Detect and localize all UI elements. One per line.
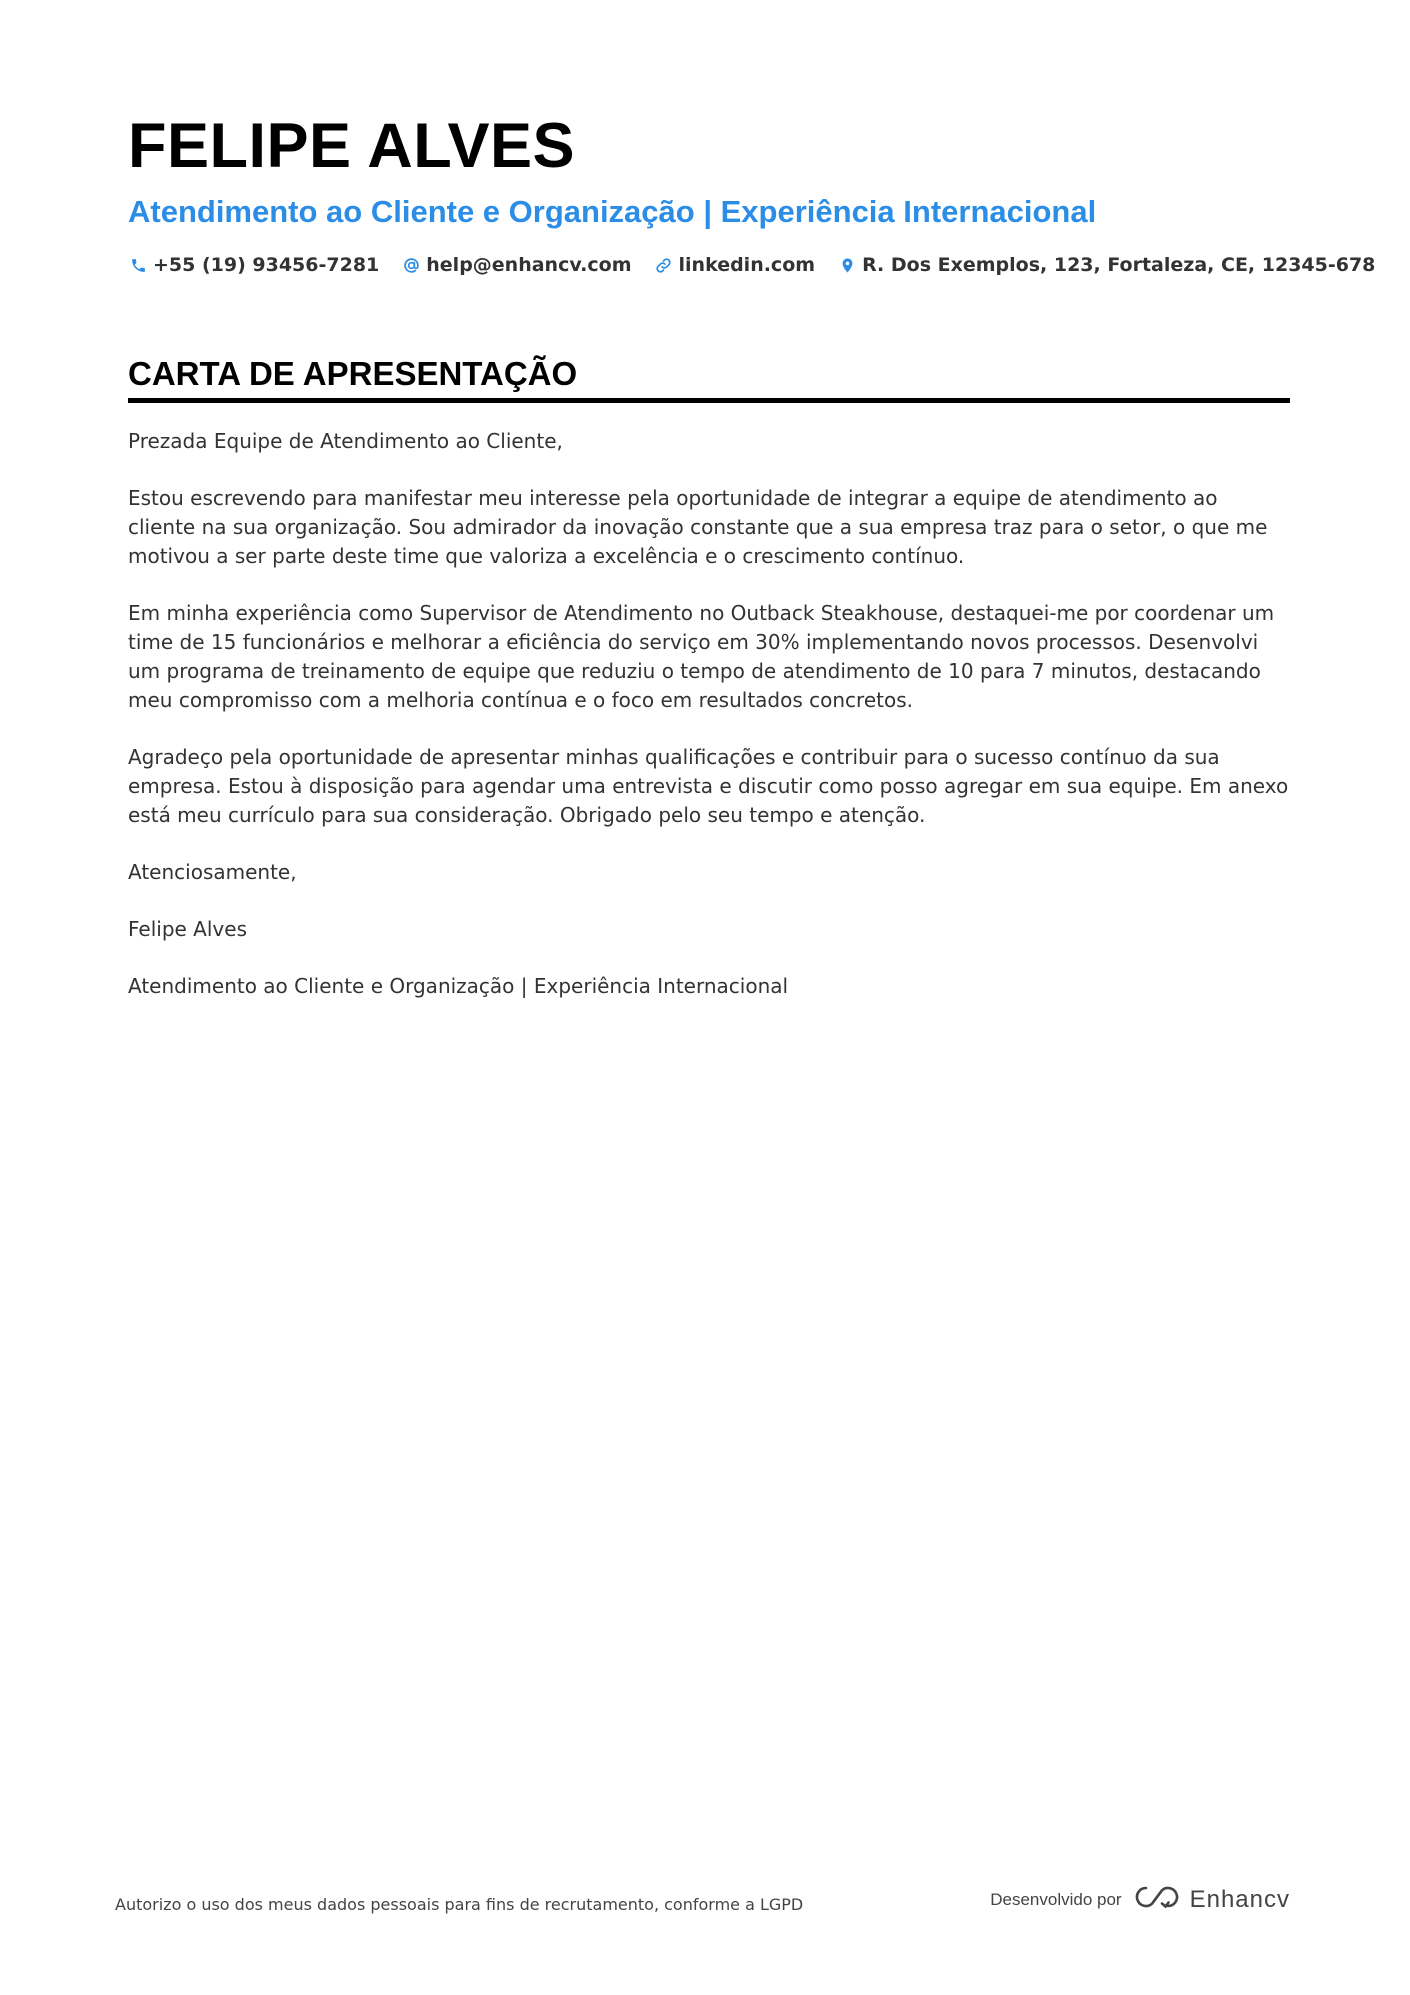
at-icon	[401, 255, 421, 275]
enhancv-logo-icon	[1134, 1884, 1190, 1915]
letter-greeting: Prezada Equipe de Atendimento ao Cliente,	[128, 429, 563, 453]
signature-title: Atendimento ao Cliente e Organização | Experiência Internacional	[128, 974, 789, 998]
link-icon	[654, 255, 674, 275]
email-text: help@enhancv.com	[426, 254, 632, 276]
brand-name: Enhancv	[1189, 1885, 1290, 1913]
contact-phone	[128, 254, 379, 276]
phone-text: +55 (19) 93456-7281	[153, 254, 380, 276]
letter-body	[128, 427, 1290, 1001]
contact-linkedin[interactable]	[654, 254, 816, 276]
candidate-headline: Atendimento ao Cliente e Organização | Experiência Internacional	[128, 194, 1097, 229]
candidate-name: FELIPE ALVES	[128, 111, 576, 181]
contact-address	[837, 254, 1375, 276]
phone-icon	[128, 255, 148, 275]
location-pin-icon	[837, 255, 857, 275]
letter-paragraph: Em minha experiência como Supervisor de Atendimento no Outback Steakhouse, destaquei-me por coordenar um time de 15 funcionários e melhorar a eficiência do serviço em 30% implementando novos processos. Desenvolvi um programa de treinamento de equipe que reduziu o tempo de atendimento de 10 para 7 minutos, destacando meu compromisso com a melhoria contínua e o foco em resultados concretos.	[128, 601, 1275, 712]
linkedin-text: linkedin.com	[678, 254, 816, 276]
letter-paragraph: Estou escrevendo para manifestar meu interesse pela oportunidade de integrar a equipe de atendimento ao cliente na sua organização. Sou admirador da inovação constante que a sua empresa traz para o setor, o que me motivou a ser parte deste time que valoriza a excelência e o crescimento contínuo.	[128, 486, 1268, 568]
contact-bar	[128, 254, 1376, 276]
powered-by-label: Desenvolvido por	[990, 1889, 1122, 1909]
letter-closing: Atenciosamente,	[128, 860, 297, 884]
section-divider	[128, 398, 1290, 403]
cover-letter-page	[128, 110, 1376, 1029]
footer-branding[interactable]	[990, 1884, 1290, 1915]
footer-consent: Autorizo o uso dos meus dados pessoais para fins de recrutamento, conforme a LGPD	[115, 1895, 804, 1914]
contact-email[interactable]	[401, 254, 631, 276]
address-text: R. Dos Exemplos, 123, Fortaleza, CE, 12345-678	[862, 254, 1376, 276]
letter-paragraph: Agradeço pela oportunidade de apresentar minhas qualificações e contribuir para o sucesso contínuo da sua empresa. Estou à disposição para agendar uma entrevista e discutir como posso agregar em sua equipe. Em anexo está meu currículo para sua consideração. Obrigado pelo seu tempo e atenção.	[128, 745, 1289, 827]
signature-name: Felipe Alves	[128, 917, 247, 941]
section-title: CARTA DE APRESENTAÇÃO	[128, 355, 578, 392]
